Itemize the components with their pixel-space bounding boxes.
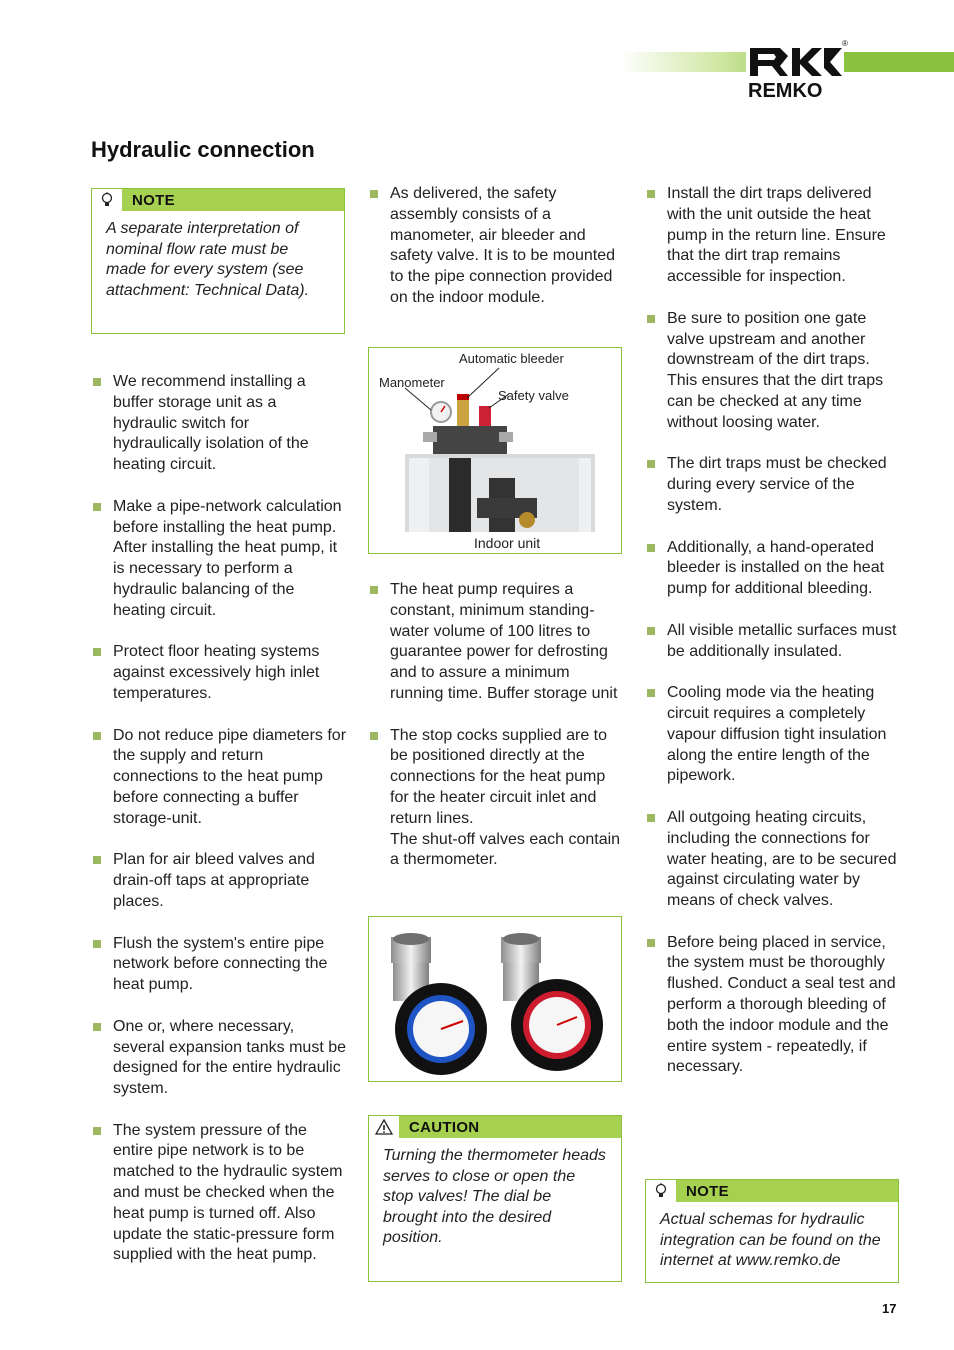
left-column-list bbox=[91, 372, 347, 1287]
caution-box-header bbox=[369, 1116, 621, 1138]
list-item: The system pressure of the entire pipe network is to be matched to the hydraulic system and must be checked when the heat pump is turned off. Also update the static-pressure form supplied with the heat pump. bbox=[91, 1121, 347, 1267]
list-item: Before being placed in service, the system must be thoroughly flushed. Conduct a seal test and perform a thorough bleeding of both the indoor module and the entire system - repeatedly, if necessary. bbox=[645, 933, 901, 1079]
list-item: All visible metallic surfaces must be additionally insulated. bbox=[645, 621, 901, 663]
note-text: Actual schemas for hydraulic integration can be found on the internet at www.remko.de bbox=[660, 1211, 881, 1269]
caution-box bbox=[368, 1115, 622, 1282]
lightbulb-icon bbox=[646, 1180, 676, 1202]
note-text: A separate interpretation of nominal flow rate must be made for every system (see attachment: Technical Data). bbox=[106, 220, 310, 299]
list-item-text: The stop cocks supplied are to be positioned directly at the connections for the heat pump for the heater circuit inlet and return lines. bbox=[390, 726, 608, 827]
page-number: 17 bbox=[882, 1301, 897, 1316]
indoor-unit-figure bbox=[368, 347, 622, 554]
list-item: Be sure to position one gate valve upstream and another downstream of the dirt traps. This ensures that the dirt traps can be checked at any time without loosing water. bbox=[645, 309, 901, 434]
caution-text: Turning the thermometer heads serves to close or open the stop valves! The dial be brought into the desired position. bbox=[383, 1147, 606, 1246]
stop-cocks-illustration bbox=[369, 917, 623, 1083]
figure-caption: Indoor unit bbox=[474, 535, 541, 551]
list-item: Flush the system's entire pipe network before connecting the heat pump. bbox=[91, 934, 347, 996]
note-box bbox=[91, 188, 345, 334]
list-item: The heat pump requires a constant, minimum standing-water volume of 100 litres to guarantee power for defrosting and to assure a minimum running time. Buffer storage unit bbox=[368, 580, 624, 705]
middle-column-mid bbox=[368, 580, 624, 871]
list-item: Cooling mode via the heating circuit requires a completely vapour diffusion tight insulation along the entire length of the pipework. bbox=[645, 683, 901, 787]
caution-label: CAUTION bbox=[409, 1118, 480, 1136]
lightbulb-icon bbox=[92, 189, 122, 211]
brand-name: REMKO bbox=[748, 80, 823, 102]
list-item: Protect floor heating systems against excessively high inlet temperatures. bbox=[91, 642, 347, 704]
note-label: NOTE bbox=[686, 1182, 729, 1200]
list-item: Make a pipe-network calculation before installing the heat pump. After installing the heat pump, it is necessary to perform a hydraulic balancing of the heating circuit. bbox=[91, 497, 347, 622]
warning-triangle-icon bbox=[369, 1116, 399, 1138]
page-title: Hydraulic connection bbox=[91, 137, 315, 162]
list-item: Plan for air bleed valves and drain-off taps at appropriate places. bbox=[91, 850, 347, 912]
note-box-header bbox=[92, 189, 344, 211]
list-item: We recommend installing a buffer storage unit as a hydraulic switch for hydraulically isolation of the heating circuit. bbox=[91, 372, 347, 476]
registered-mark: ® bbox=[842, 39, 848, 48]
list-item: All outgoing heating circuits, including the connections for water heating, are to be secured against circulating water by means of check valves. bbox=[645, 808, 901, 912]
label-manometer: Manometer bbox=[379, 375, 445, 390]
list-item: Install the dirt traps delivered with the unit outside the heat pump in the return line. Ensure that the dirt trap remains accessible for inspection. bbox=[645, 184, 901, 288]
list-item: Do not reduce pipe diameters for the supply and return connections to the heat pump before connecting a buffer storage-unit. bbox=[91, 726, 347, 830]
right-column-list bbox=[645, 184, 901, 1099]
note-label: NOTE bbox=[132, 191, 175, 209]
list-item bbox=[368, 726, 624, 872]
list-item: As delivered, the safety assembly consists of a manometer, air bleeder and safety valve. It is to be mounted to the pipe connection provided on the indoor module. bbox=[368, 184, 624, 309]
note-box bbox=[645, 1179, 899, 1283]
middle-column-top bbox=[368, 184, 624, 330]
label-safety-valve: Safety valve bbox=[498, 388, 569, 403]
note-box-header bbox=[646, 1180, 898, 1202]
list-item: One or, where necessary, several expansion tanks must be designed for the entire hydraulic system. bbox=[91, 1017, 347, 1100]
list-item-text: The shut-off valves each contain a thermometer. bbox=[390, 830, 621, 869]
stop-cocks-figure bbox=[368, 916, 622, 1082]
label-automatic-bleeder: Automatic bleeder bbox=[459, 351, 564, 366]
list-item: Additionally, a hand-operated bleeder is installed on the heat pump for additional bleeding. bbox=[645, 538, 901, 600]
list-item: The dirt traps must be checked during every service of the system. bbox=[645, 454, 901, 516]
